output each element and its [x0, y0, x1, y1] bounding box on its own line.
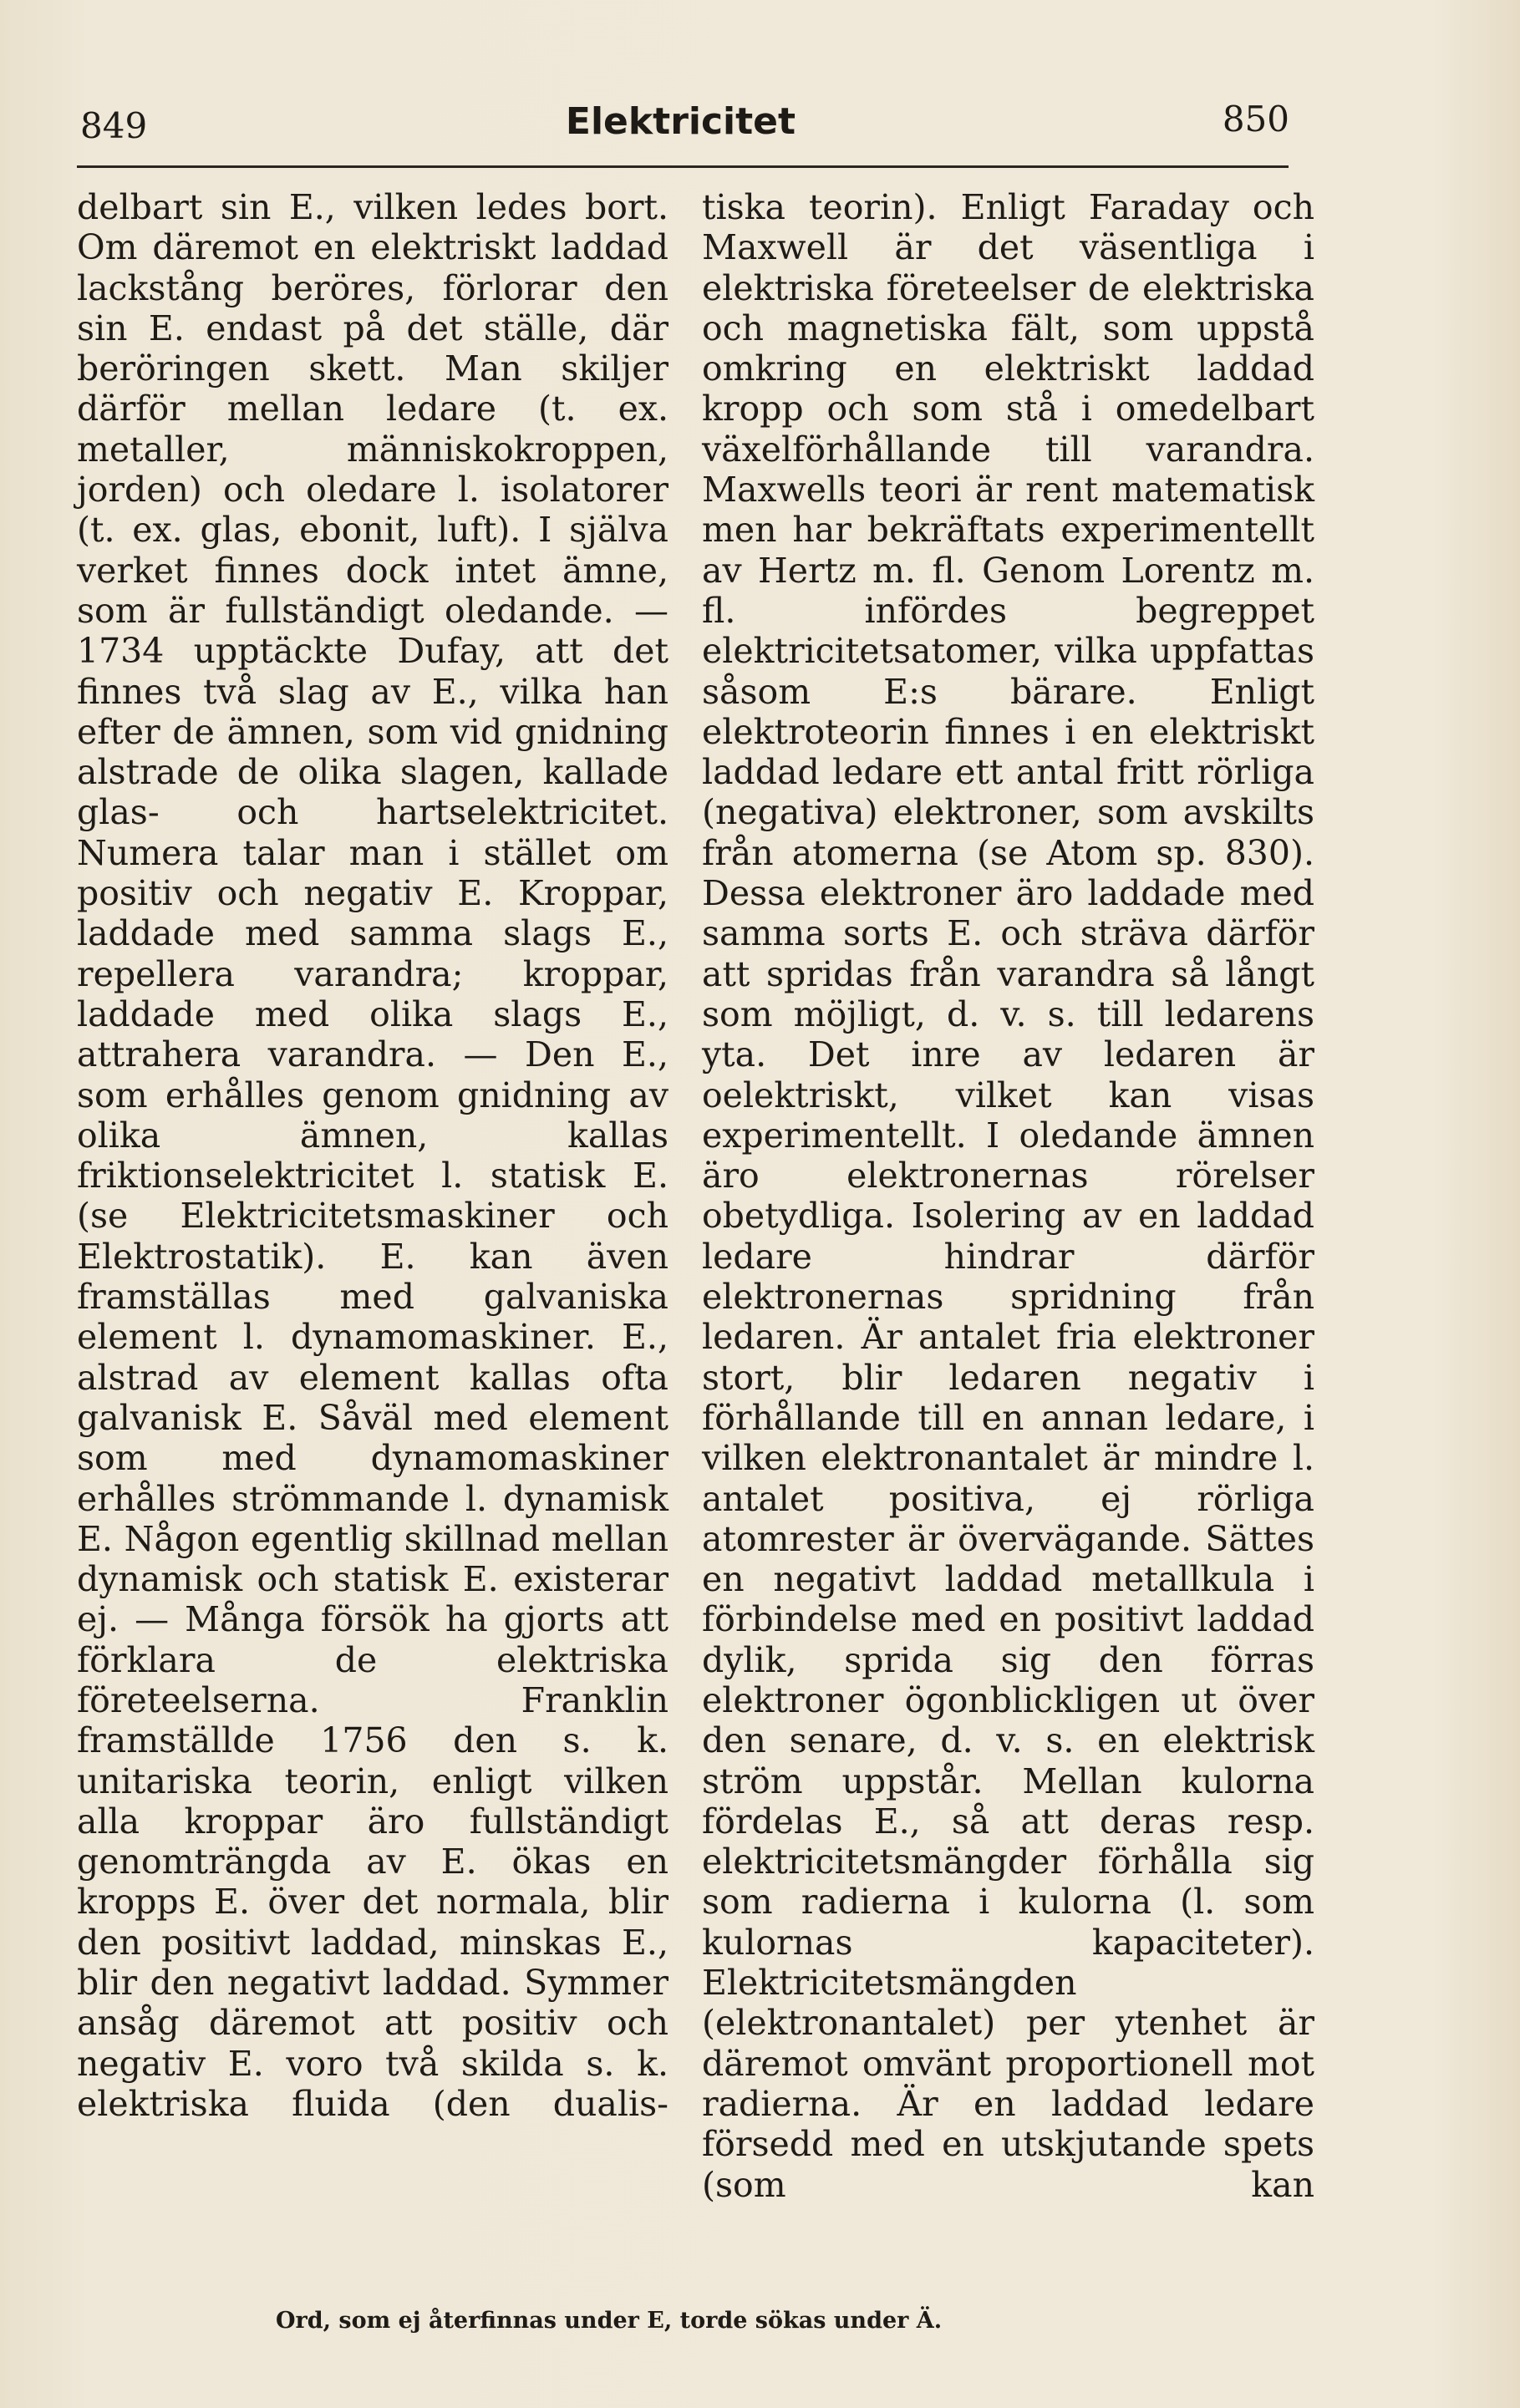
text-column-right [702, 187, 1314, 2205]
column-text: delbart sin E., vilken ledes bort. Om däremot en elektriskt laddad lackstång beröres, förlorar den sin E. endast på det ställe, där beröringen skett. Man skiljer därför mellan ledare (t. ex. metaller, människokroppen, jorden) och oledare l. isolatorer (t. ex. glas, ebonit, luft). I själva verket finnes dock intet ämne, som är fullständigt oledande. — 1734 upptäckte Dufay, att det finnes två slag av E., vilka han efter de ämnen, som vid gnidning alstrade de olika slagen, kallade glas- och hartselektricitet. Numera talar man i stället om positiv och negativ E. Kroppar, laddade med samma slags E., repellera varandra; kroppar, laddade med olika slags E., attrahera varandra. — Den E., som erhålles genom gnidning av olika ämnen, kallas friktionselektricitet l. statisk E. (se Elektricitetsmaskiner och Elektrostatik). E. kan även framställas med galvaniska element l. dynamomaskiner. E., alstrad av element kallas ofta galvanisk E. Såväl med element som med dynamomaskiner erhålles strömmande l. dynamisk E. Någon egentlig skillnad mellan dynamisk och statisk E. existerar ej. — Många försök ha gjorts att förklara de elektriska företeelserna. Franklin framställde 1756 den s. k. unitariska teorin, enligt vilken alla kroppar äro fullständigt genomträngda av E. ökas en kropps E. över det normala, blir den positivt laddad, minskas E., blir den negativt laddad. Symmer ansåg däremot att positiv och negativ E. voro två skilda s. k. elektriska fluida (den dualis- [77, 187, 668, 2124]
header-rule [77, 165, 1289, 168]
text-column-left [77, 187, 668, 2142]
page-number-right: 850 [1222, 99, 1289, 140]
footer-note: Ord, som ej återfinnas under E, torde sökas under Ä. [276, 2308, 943, 2334]
page-number-left: 849 [80, 105, 148, 146]
page-title: Elektricitet [565, 100, 796, 143]
column-text: tiska teorin). Enligt Faraday och Maxwell är det väsentliga i elektriska företeelser de elektriska och magnetiska fält, som uppstå omkring en elektriskt laddad kropp och som stå i omedelbart växelförhållande till varandra. Maxwells teori är rent matematisk men har bekräftats experimentellt av Hertz m. fl. Genom Lorentz m. fl. infördes begreppet elektricitetsatomer, vilka uppfattas såsom E:s bärare. Enligt elektroteorin finnes i en elektriskt laddad ledare ett antal fritt rörliga (negativa) elektroner, som avskilts från atomerna (se Atom sp. 830). Dessa elektroner äro laddade med samma sorts E. och sträva därför att spridas från varandra så långt som möjligt, d. v. s. till ledarens yta. Det inre av ledaren är oelektriskt, vilket kan visas experimentellt. I oledande ämnen äro elektronernas rörelser obetydliga. Isolering av en laddad ledare hindrar därför elektronernas spridning från ledaren. Är antalet fria elektroner stort, blir ledaren negativ i förhållande till en annan ledare, i vilken elektronantalet är mindre l. antalet positiva, ej rörliga atomrester är övervägande. Sättes en negativt laddad metallkula i förbindelse med en positivt laddad dylik, sprida sig den förras elektroner ögonblickligen ut över den senare, d. v. s. en elektrisk ström uppstår. Mellan kulorna fördelas E., så att deras resp. elektricitetsmängder förhålla sig som radierna i kulorna (l. som kulornas kapaciteter). Elektricitetsmängden (elektronantalet) per ytenhet är däremot omvänt proportionell mot radierna. Är en laddad ledare försedd med en utskjutande spets (som kan [702, 187, 1314, 2205]
page-header [72, 97, 1289, 164]
